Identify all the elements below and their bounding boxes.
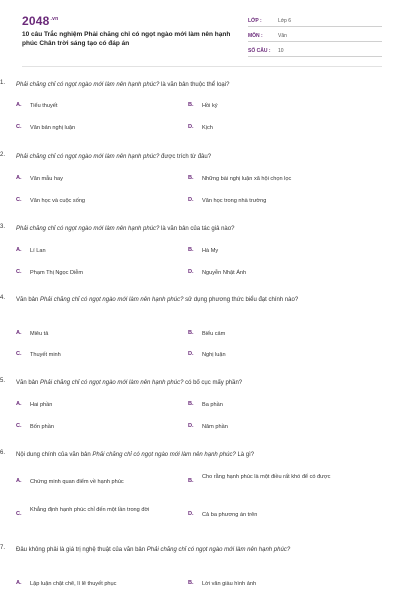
meta-row-class: LỚP : Lớp 6 (248, 12, 382, 27)
site-logo[interactable]: $2048^{.vn}$ (22, 14, 59, 28)
question-text: Nội dung chính của văn bản Phải chăng chỉ có ngọt ngào mới làm nên hạnh phúc? Là gì? (16, 452, 255, 458)
meta-row-subject: MÔN : Văn (248, 27, 382, 42)
question-text: Văn bản Phải chăng chỉ có ngọt ngào mới làm nên hạnh phúc? sử dụng phương thức biểu đạt chính nào? (16, 297, 299, 303)
meta-table (248, 12, 382, 57)
question-text: Phải chăng chỉ có ngọt ngào mới làm nên hạnh phúc? được trích từ đâu? (16, 154, 212, 160)
meta-row-count: SỐ CÂU : 10 (248, 42, 382, 57)
question-text: Phải chăng chỉ có ngọt ngào mới làm nên hạnh phúc? là văn bản thuộc thể loại? (16, 82, 230, 88)
page-header (22, 0, 382, 66)
worksheet-page: $2048^{.vn}$ 10 câu Trắc nghiệm Phải chăng chỉ có ngọt ngào mới làm nên hạnh phúc Chân trời sáng tạo có đáp án LỚP : Lớp 6 MÔN : Văn SỐ CÂU : 10 1. Phải chăng chỉ có ngọt ngào mới làm nên hạnh phúc? là văn bản thuộc thể loại? A. Tiểu thuyết B. Hồi ký C. Văn bản nghị luận D. Kịch 2. Phải chăng chỉ có ngọt ngào mới làm nên hạnh phúc? được trích từ đâu? A. Văn mẫu hay B. Những bài nghị luận xã hội chọn lọc C. Văn học và cuộc sống D. Văn học trong nhà trường 3. Phải chăng chỉ có ngọt ngào mới làm nên hạnh phúc? là văn bản của tác giả nào? A. Lí Lan B. Hà My C. Phạm Thị Ngọc Diễm D. Nguyễn Nhật Ánh 4. Văn bản Phải chăng chỉ có ngọt ngào mới làm nên hạnh phúc? sử dụng phương thức biểu đạt chính nào? A. Miêu tả B. Biểu cảm C. Thuyết minh D. Nghị luận 5. Văn bản Phải chăng chỉ có ngọt ngào mới làm nên hạnh phúc? có bố cục mấy phần? A. Hai phần B. Ba phần C. Bốn phần D. Năm phần 6. Nội dung chính của văn bản Phải chăng chỉ có ngọt ngào mới làm nên hạnh phúc? Là gì? A. Chứng minh quan điểm về hạnh phúc B. Cho rằng hạnh phúc là một điều rất khó để có được C. Khẳng định hạnh phúc chỉ đến một lần trong đời D. Cả ba phương án trên 7. Đâu không phải là giá trị nghệ thuật của văn bản Phải chăng chỉ có ngọt ngào mới làm nên hạnh phúc? A. Lập luận chặt chẽ, lí lẽ thuyết phục B. Lời văn giàu hình ảnh (0, 0, 400, 600)
header-divider (22, 66, 382, 67)
question-text: Phải chăng chỉ có ngọt ngào mới làm nên hạnh phúc? là văn bản của tác giả nào? (16, 226, 235, 232)
question-text: Văn bản Phải chăng chỉ có ngọt ngào mới làm nên hạnh phúc? có bố cục mấy phần? (16, 380, 243, 386)
document-title: 10 câu Trắc nghiệm Phải chăng chỉ có ngọt ngào mới làm nên hạnh phúc Chân trời sáng tạo có đáp án (22, 31, 231, 47)
question-text: Đâu không phải là giá trị nghệ thuật của văn bản Phải chăng chỉ có ngọt ngào mới làm nên hạnh phúc? (16, 547, 291, 553)
